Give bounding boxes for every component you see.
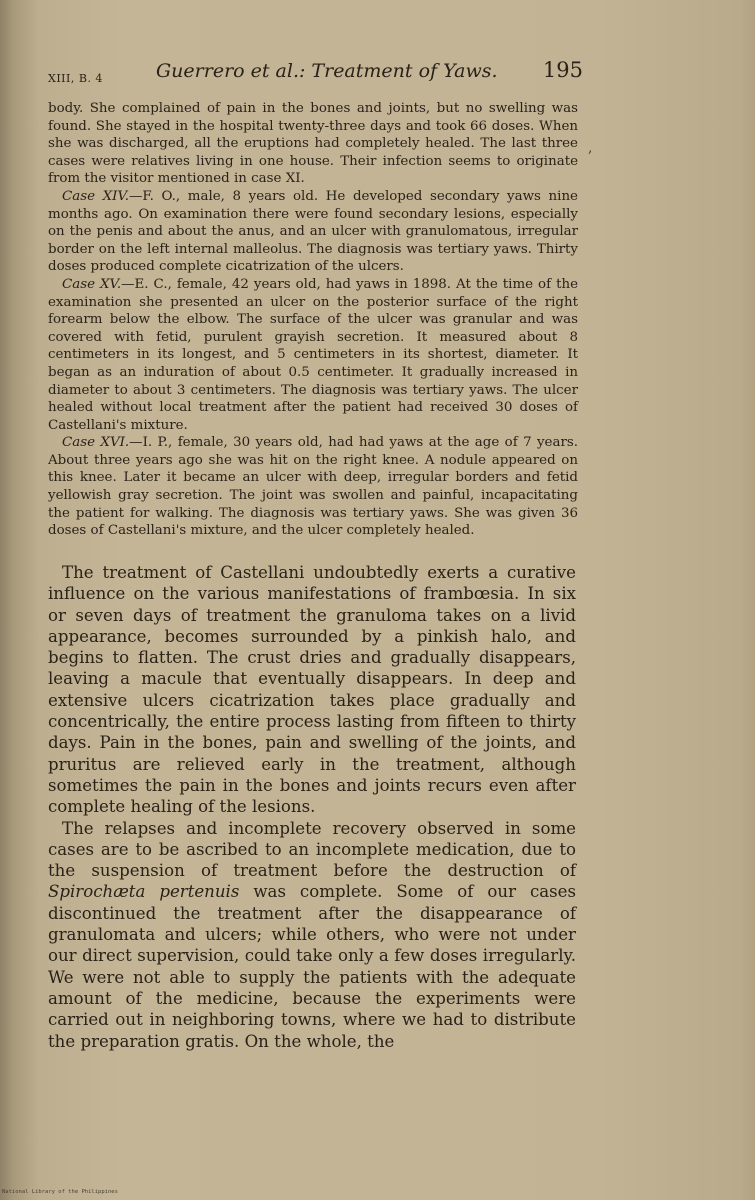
case-xiv-text: —F. O., male, 8 years old. He developed secondary yaws nine months ago. On examination there were found secondary lesions, especially on the penis and about the anus, and an ulcer with granulomatous, irregular border on the left internal malleolus. The diagnosis was tertiary yaws. Thirty doses produced complete cicatrization of the ulcers. — [48, 188, 578, 275]
case-xvi-label: Case XVI. — [62, 435, 130, 451]
section-label: XIII, B. 4 — [48, 72, 103, 85]
running-title: Guerrero et al.: Treatment of Yaws. — [156, 60, 498, 82]
species-name: Spirochæta pertenuis — [48, 882, 240, 902]
paragraph-continuation: body. She complained of pain in the bones and joints, but no swelling was found. She stayed in the hospital twenty-three days and took 66 doses. When she was discharged, all the eruptions had completely healed. The last three cases were relatives living in one house. Their infection seems to originate from the visitor mentioned in case XI. — [48, 101, 578, 187]
case-xiv-paragraph — [48, 188, 578, 276]
p2-text-before: The relapses and incomplete recovery observed in some cases are to be ascribed to an incomplete medication, due to the suspension of treatment before the destruction of — [48, 818, 576, 881]
discussion-block — [48, 562, 576, 1052]
case-xv-label: Case XV. — [62, 276, 122, 292]
discussion-paragraph-1: The treatment of Castellani undoubtedly exerts a curative influence on the various manifestations of frambœsia. In six or seven days of treatment the granuloma takes on a livid appearance, becomes surrounded by a pinkish halo, and begins to flatten. The crust dries and gradually disappears, leaving a macule that eventually disappears. In deep and extensive ulcers cicatrization takes place gradually and concentrically, the entire process lasting from fifteen to thirty days. Pain in the bones, pain and swelling of the joints, and pruritus are relieved early in the treatment, although sometimes the pain in the bones and joints recurs even after complete healing of the lesions. — [48, 563, 576, 817]
margin-mark: , — [588, 140, 593, 156]
case-reports-block — [48, 100, 578, 540]
library-stamp: National Library of the Philippines — [2, 1189, 118, 1195]
case-xvi-paragraph — [48, 434, 578, 540]
discussion-paragraph-2 — [48, 818, 576, 1052]
case-xiv-label: Case XIV. — [62, 188, 130, 204]
page-number: 195 — [542, 58, 583, 82]
p2-text-after: was complete. Some of our cases discontinued the treatment after the disappearance of granulomata and ulcers; while others, who were not under our direct supervision, could take only a few doses irregularly. We were not able to supply the patients with the adequate amount of the medicine, because the experiments were carried out in neighboring towns, where we had to distribute the preparation gratis. On the whole, the — [48, 882, 576, 1051]
case-xv-paragraph — [48, 276, 578, 434]
case-xv-text: —E. C., female, 42 years old, had yaws in 1898. At the time of the examination she presented an ulcer on the posterior surface of the right forearm below the elbow. The surface of the ulcer was granular and was covered with fetid, purulent grayish secretion. It measured about 8 centimeters in its longest, and 5 centimeters in its shortest, diameter. It began as an induration of about 0.5 centimeter. It gradually increased in diameter to about 3 centimeters. The diagnosis was tertiary yaws. The ulcer healed without local treatment after the patient had received 30 doses of Castellani's mixture. — [48, 276, 578, 433]
case-xvi-text: —I. P., female, 30 years old, had had yaws at the age of 7 years. About three years ago she was hit on the right knee. A nodule appeared on this knee. Later it became an ulcer with deep, irregular borders and fetid yellowish gray secretion. The joint was swollen and painful, incapacitating the patient for walking. The diagnosis was tertiary yaws. She was given 36 doses of Castellani's mixture, and the ulcer completely healed. — [48, 435, 578, 539]
page-header — [48, 58, 583, 92]
